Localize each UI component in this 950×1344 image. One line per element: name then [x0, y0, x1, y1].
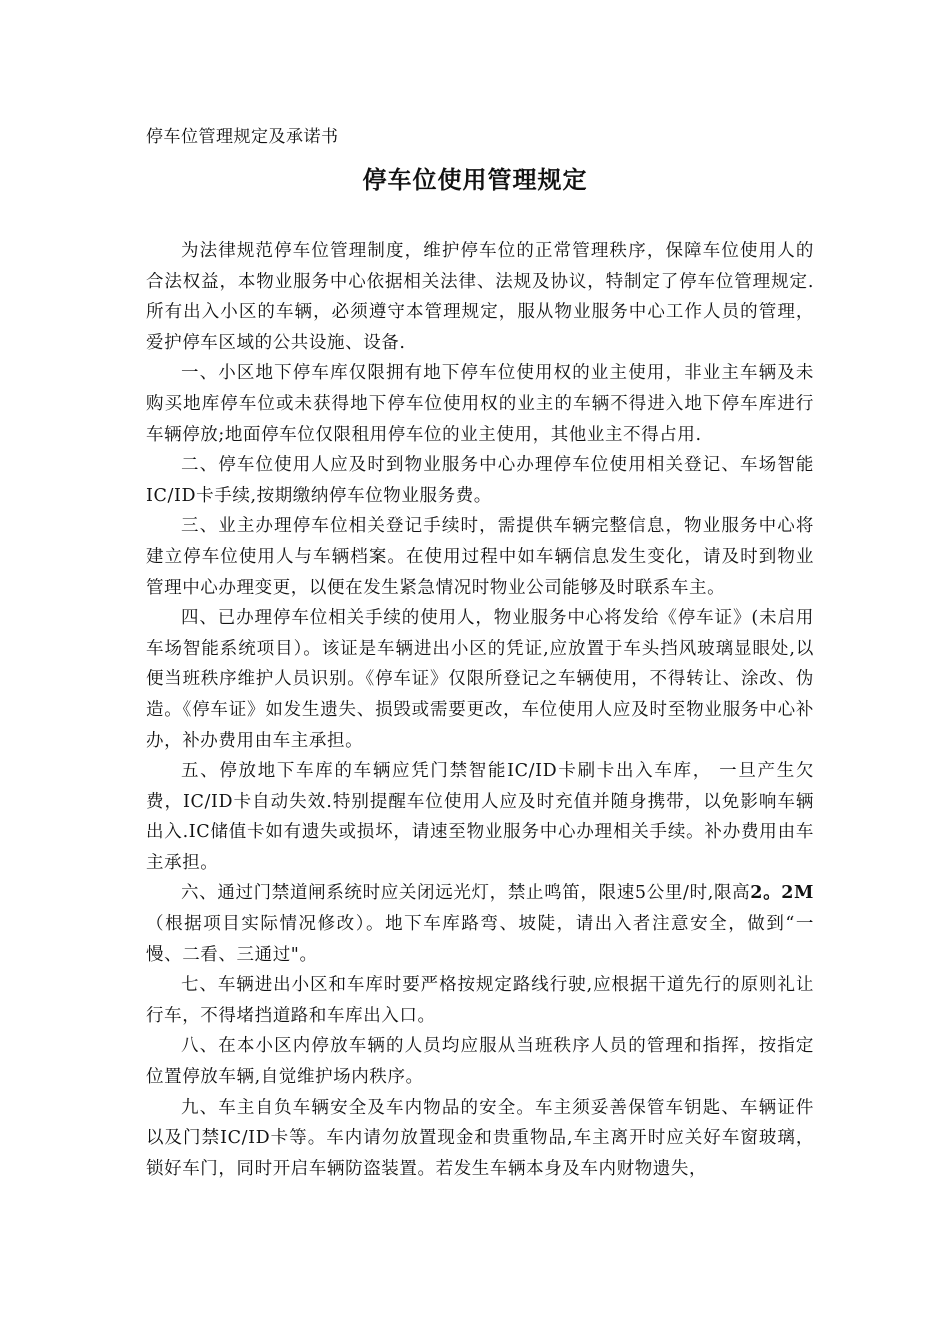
paragraph-5: 五、停放地下车库的车辆应凭门禁智能IC/ID卡刷卡出入车库， 一旦产生欠费，IC/ID卡自动失效.特别提醒车位使用人应及时充值并随身携带，以免影响车辆出入.IC储值卡如有遗失或损坏，请速至物业服务中心办理相关手续。补办费用由车主承担。 [146, 761, 814, 873]
document-body [146, 236, 814, 1184]
paragraph-2: 二、停车位使用人应及时到物业服务中心办理停车位使用相关登记、车场智能IC/ID卡手续,按期缴纳停车位物业服务费。 [146, 455, 814, 506]
paragraph-6-text-before: 六、通过门禁道闸系统时应关闭远光灯，禁止鸣笛，限速5公里/时,限高 [181, 883, 751, 904]
paragraph-4: 四、已办理停车位相关手续的使用人，物业服务中心将发给《停车证》(未启用车场智能系统项目）。该证是车辆进出小区的凭证,应放置于车头挡风玻璃显眼处,以便当班秩序维护人员识别。《停车证》仅限所登记之车辆使用，不得转让、涂改、伪造。《停车证》如发生遗失、损毁或需要更改，车位使用人应及时至物业服务中心补办，补办费用由车主承担。 [146, 608, 814, 751]
paragraph-3: 三、业主办理停车位相关登记手续时，需提供车辆完整信息，物业服务中心将建立停车位使用人与车辆档案。在使用过程中如车辆信息发生变化，请及时到物业管理中心办理变更，以便在发生紧急情况时物业公司能够及时联系车主。 [146, 516, 814, 598]
paragraph-9: 九、车主自负车辆安全及车内物品的安全。车主须妥善保管车钥匙、车辆证件以及门禁IC/ID卡等。车内请勿放置现金和贵重物品,车主离开时应关好车窗玻璃，锁好车门，同时开启车辆防盗装置。若发生车辆本身及车内财物遗失， [146, 1097, 814, 1179]
paragraph-7: 七、车辆进出小区和车库时要严格按规定路线行驶,应根据干道先行的原则礼让行车，不得堵挡道路和车库出入口。 [146, 975, 814, 1026]
paragraph-6 [146, 878, 814, 970]
document-title: 停车位使用管理规定 [362, 166, 588, 194]
paragraph-1: 一、小区地下停车库仅限拥有地下停车位使用权的业主使用，非业主车辆及未购买地库停车位或未获得地下停车位使用权的业主的车辆不得进入地下停车库进行车辆停放;地面停车位仅限租用停车位的业主使用，其他业主不得占用. [146, 363, 814, 445]
paragraph-6-text-after: （根据项目实际情况修改）。地下车库路弯、坡陡，请出入者注意安全，做到“一慢、二看、三通过"。 [146, 914, 814, 965]
height-limit-value: 2。2M [750, 883, 815, 904]
document-header: 停车位管理规定及承诺书 [146, 127, 339, 147]
paragraph-8: 八、在本小区内停放车辆的人员均应服从当班秩序人员的管理和指挥，按指定位置停放车辆,自觉维护场内秩序。 [146, 1036, 814, 1088]
paragraph-intro: 为法律规范停车位管理制度，维护停车位的正常管理秩序，保障车位使用人的合法权益，本物业服务中心依据相关法律、法规及协议，特制定了停车位管理规定.所有出入小区的车辆，必须遵守本管理规定，服从物业服务中心工作人员的管理，爱护停车区域的公共设施、设备. [146, 241, 814, 353]
